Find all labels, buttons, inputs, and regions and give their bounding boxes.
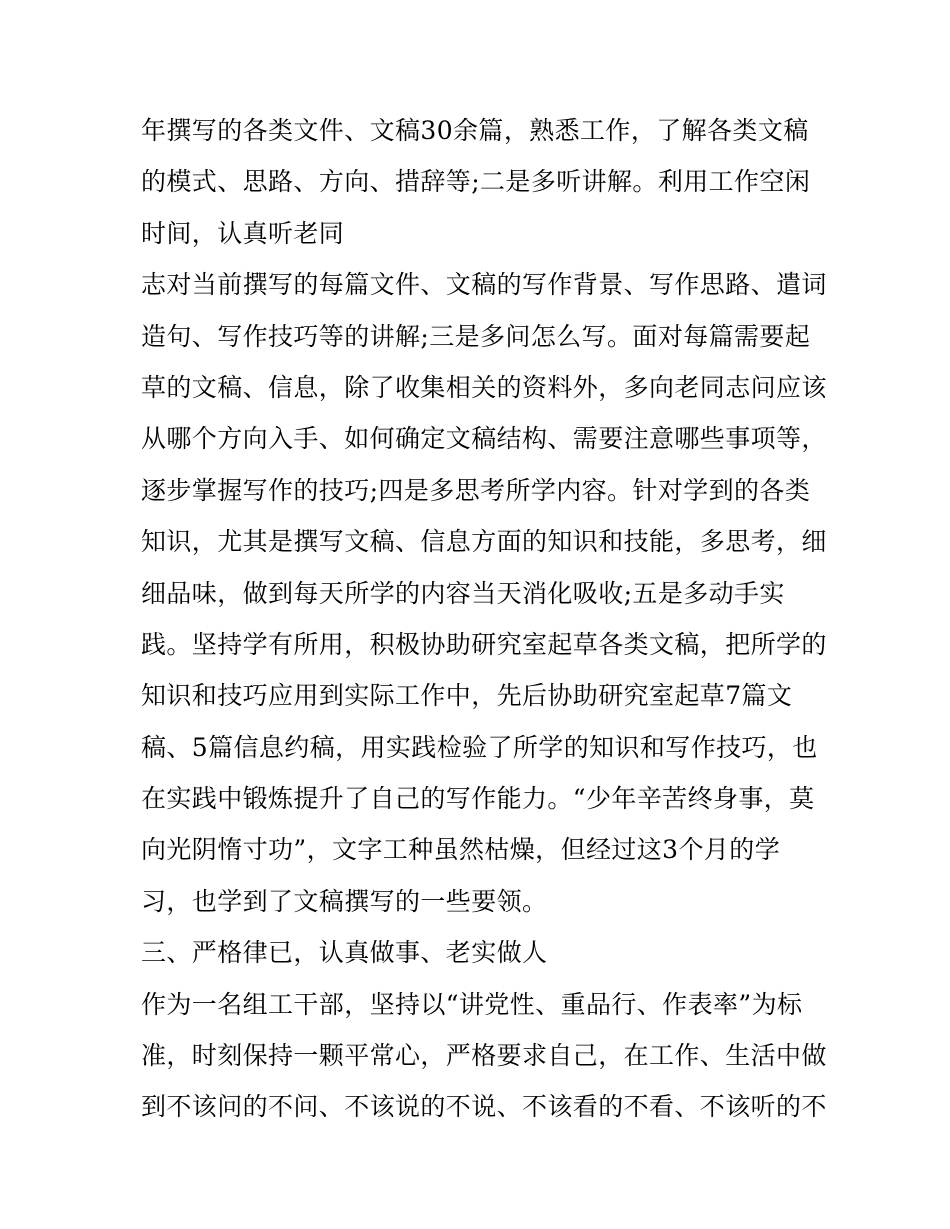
text-line: 向光阴惰寸功”，文字工种虽然枯燥，但经过这3个月的学 [141,835,781,865]
text-line: 时间，认真听老同 [141,218,345,248]
text-line: 作为一名组工干部，坚持以“讲党性、重品行、作表率”为标 [141,989,803,1019]
text-line: 年撰写的各类文件、文稿30余篇，熟悉工作，了解各类文稿 [141,116,809,145]
text-line: 造句、写作技巧等的讲解;三是多问怎么写。面对每篇需要起 [141,321,811,351]
text-line: 知识，尤其是撰写文稿、信息方面的知识和技能，多思考，细 [141,527,827,557]
text-line: 草的文稿、信息，除了收集相关的资料外，多向老同志问应该 [141,372,827,402]
text-line: 准，时刻保持一颗平常心，严格要求自己，在工作、生活中做 [141,1041,827,1071]
text-line: 稿、5篇信息约稿，用实践检验了所学的知识和写作技巧，也 [141,732,818,762]
text-line: 志对当前撰写的每篇文件、文稿的写作背景、写作思路、遣词 [141,270,827,300]
text-line: 在实践中锻炼提升了自己的写作能力。“少年辛苦终身事，莫 [141,784,815,814]
text-line: 习，也学到了文稿撰写的一些要领。 [141,886,548,916]
text-line: 知识和技巧应用到实际工作中，先后协助研究室起草7篇文 [141,681,793,711]
text-line: 细品味，做到每天所学的内容当天消化吸收;五是多动手实 [141,578,785,608]
text-line: 逐步掌握写作的技巧;四是多思考所学内容。针对学到的各类 [141,475,811,505]
text-line: 的模式、思路、方向、措辞等;二是多听讲解。利用工作空闲 [141,167,811,197]
text-line: 到不该问的不问、不该说的不说、不该看的不看、不该听的不 [141,1092,827,1122]
text-line: 从哪个方向入手、如何确定文稿结构、需要注意哪些事项等， [141,424,827,454]
section-heading: 三、严格律已，认真做事、老实做人 [141,938,548,968]
body-text [141,105,827,1133]
text-line: 践。坚持学有所用，积极协助研究室起草各类文稿，把所学的 [141,629,827,659]
